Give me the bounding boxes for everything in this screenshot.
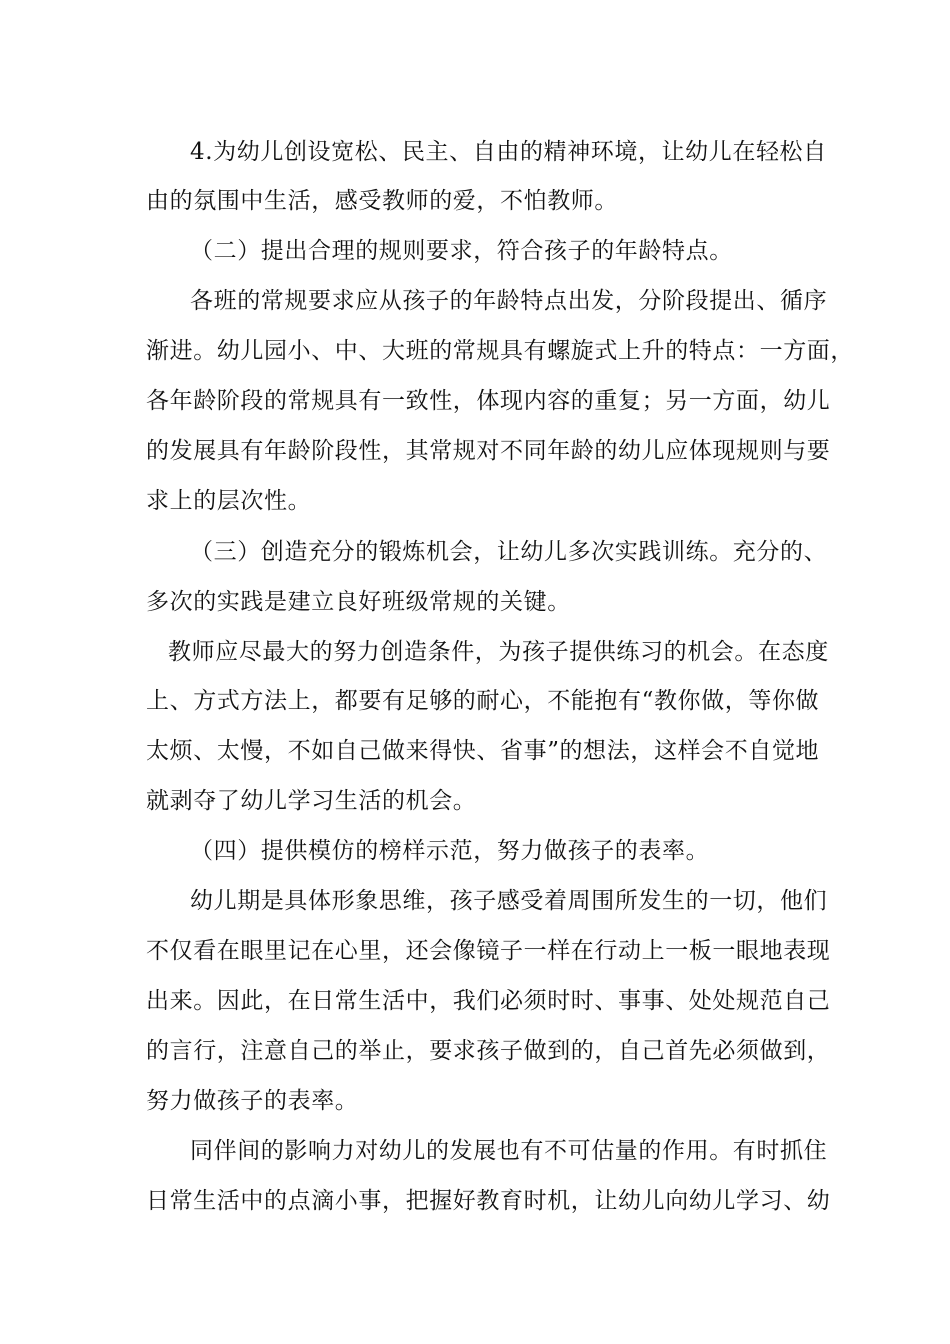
text-line: 不仅看在眼里记在心里，还会像镜子一样在行动上一板一眼地表现 [146,938,831,964]
text-line: 幼儿期是具体形象思维，孩子感受着周围所发生的一切，他们 [190,888,828,914]
text-line: 由的氛围中生活，感受教师的爱，不怕教师。 [146,188,618,214]
text-line: 就剥夺了幼儿学习生活的机会。 [146,788,477,814]
text-line: 努力做孩子的表率。 [146,1088,359,1114]
section-heading: （三）创造充分的锻炼机会，让幼儿多次实践训练。充分的、 [190,539,828,565]
text-line: 上、方式方法上，都要有足够的耐心，不能抱有“教你做，等你做 [146,688,820,714]
text-line: 各年龄阶段的常规具有一致性，体现内容的重复；另一方面，幼儿 [146,388,831,414]
text-line: 渐进。幼儿园小、中、大班的常规具有螺旋式上升的特点：一方面， [146,338,854,364]
text-line: 太烦、太慢，不如自己做来得快、省事”的想法，这样会不自觉地 [146,738,820,764]
section-heading: （二）提出合理的规则要求，符合孩子的年龄特点。 [190,238,733,264]
text-line: 多次的实践是建立良好班级常规的关键。 [146,589,571,615]
text-line: 求上的层次性。 [146,488,312,514]
text-line: 同伴间的影响力对幼儿的发展也有不可估量的作用。有时抓住 [190,1138,828,1164]
text-line: 日常生活中的点滴小事，把握好教育时机，让幼儿向幼儿学习、幼 [146,1188,831,1214]
text-line: 教师应尽最大的努力创造条件，为孩子提供练习的机会。在态度 [168,639,829,665]
text-line: 的言行，注意自己的举止，要求孩子做到的，自己首先必须做到， [146,1038,831,1064]
text-line: 各班的常规要求应从孩子的年龄特点出发，分阶段提出、循序 [190,288,828,314]
text-line: 4.为幼儿创设宽松、民主、自由的精神环境，让幼儿在轻松自 [190,139,827,165]
text-line: 的发展具有年龄阶段性，其常规对不同年龄的幼儿应体现规则与要 [146,438,831,464]
section-heading: （四）提供模仿的榜样示范，努力做孩子的表率。 [190,838,710,864]
text-line: 出来。因此，在日常生活中，我们必须时时、事事、处处规范自己 [146,988,831,1014]
